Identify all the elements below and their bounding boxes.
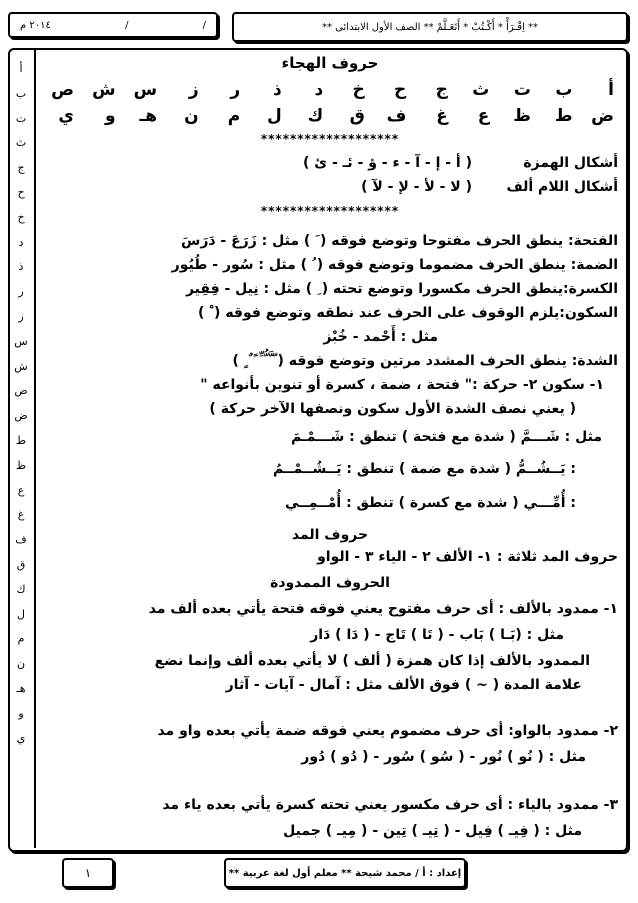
sidebar-letter: ر xyxy=(18,285,24,299)
alphabet-letter: د xyxy=(314,80,324,100)
page-number: ١ xyxy=(62,858,114,888)
date-sep-1: / xyxy=(202,19,206,31)
sidebar-letter: ص xyxy=(14,384,28,398)
divider-stars-1: ******************* xyxy=(260,132,400,146)
alphabet-letter: و xyxy=(104,106,116,126)
sidebar-letter: ي xyxy=(16,731,26,745)
alphabet-letter: أ xyxy=(608,80,614,100)
madd-alif-rule: ١- ممدود بالألف : أى حرف مفتوح يعني فوقه فتحة يأتي بعده ألف مد xyxy=(148,601,618,617)
alphabet-letter: ث xyxy=(472,80,490,100)
alphabet-row-2 xyxy=(54,106,614,128)
rule-shadda-parts: ١- سكون ٢- حركة :" فتحة ، ضمة ، كسرة أو تنوين بأنواعه " xyxy=(200,377,604,393)
worksheet-title: ** اِقْـرَأْ * أَكْـتُبْ * أَتَعَـلَّمْ ** الصف الأول الابتدائى ** xyxy=(232,12,628,42)
sidebar-letter: خ xyxy=(17,210,25,224)
sidebar-letter: د xyxy=(18,235,24,249)
rule-sukun: السكون:يلزم الوقوف على الحرف عند نطقه وتوضع فوقه ( ْ ) xyxy=(197,305,618,321)
madd-ya-rule: ٣- ممدود بالياء : أى حرف مكسور يعني تحته كسرة يأتي بعده ياء مد xyxy=(162,797,618,813)
sidebar-letter: س xyxy=(14,334,28,348)
letters-sidebar xyxy=(8,48,36,848)
alphabet-letter: ر xyxy=(230,80,241,100)
sidebar-letter: ل xyxy=(17,607,25,621)
sidebar-letter: ذ xyxy=(18,260,24,274)
sidebar-letter: ح xyxy=(17,186,25,199)
alphabet-letter: غ xyxy=(436,106,448,126)
sidebar-letter: ق xyxy=(16,558,26,571)
alphabet-letter: س xyxy=(133,80,158,100)
shadda-example-3: : أُمِّـــي ( شدة مع كسرة ) تنطق : أُمْــمِــي xyxy=(285,495,576,511)
sidebar-letter: ت xyxy=(15,111,27,125)
alphabet-letter: ع xyxy=(477,106,490,126)
madd-alif-note: الممدود بالألف إذا كان همزة ( ألف ) لا يأتي بعده ألف وإنما نضع xyxy=(154,653,590,669)
sidebar-letter: أ xyxy=(19,62,23,75)
sidebar-letter: ف xyxy=(15,533,27,547)
sidebar-letter: م xyxy=(17,632,25,646)
rule-shadda-explain: ( يعني نصف الشدة الأول سكون ونصفها الآخر حركة ) xyxy=(209,401,576,417)
alphabet-letter: ب xyxy=(555,80,573,100)
alphabet-letter: ن xyxy=(184,106,199,126)
alphabet-letter: ض xyxy=(591,106,614,126)
alphabet-letter: ص xyxy=(51,80,74,100)
sidebar-letter: هـ xyxy=(16,682,26,695)
alphabet-row-1 xyxy=(51,80,614,102)
alphabet-letter: ج xyxy=(435,80,448,100)
alphabet-letter: ح xyxy=(394,80,407,100)
sidebar-letter: ظ xyxy=(15,458,27,472)
date-sep-2: / xyxy=(125,19,129,31)
alphabet-letter: ل xyxy=(266,106,282,126)
alphabet-letter: ز xyxy=(188,80,199,100)
rule-damma: الضمة: ينطق الحرف مضموما وتوضع فوقه ( ُ ) مثل : سُور - طُيُور xyxy=(171,257,618,273)
date-year: ٢٠١٤ م xyxy=(20,19,51,31)
madd-title: حروف المد xyxy=(291,527,369,543)
alphabet-letter: ي xyxy=(58,106,74,126)
rule-sukun-example: مثل : أَحْمد - خُبْز xyxy=(323,329,438,345)
sidebar-letter: ز xyxy=(18,310,24,323)
madd-alif-example: مثل : (بَـا ) بَاب - ( تَا ) تَاج - ( دَا ) دَار xyxy=(310,627,564,643)
alphabet-title: حروف الهجاء xyxy=(281,54,379,72)
sidebar-letter: ث xyxy=(15,136,27,150)
lam-alif-label: أشكال اللام ألف xyxy=(506,179,618,195)
sidebar-letter: ج xyxy=(17,161,25,175)
sidebar-letter: ض xyxy=(14,409,28,423)
madd-waw-rule: ٢- ممدود بالواو: أى حرف مضموم يعني فوقه ضمة يأتي بعده واو مد xyxy=(157,723,618,739)
alphabet-letter: ظ xyxy=(513,106,531,126)
alphabet-letter: خ xyxy=(352,80,365,100)
alphabet-letter: ق xyxy=(349,106,365,126)
rule-fatha: الفتحة: ينطق الحرف مفتوحا وتوضع فوقه ( َ ) مثل : زَرَعَ - دَرَسَ xyxy=(181,233,618,249)
date-box xyxy=(8,12,218,38)
alphabet-letter: ذ xyxy=(272,80,282,100)
lam-alif-forms: ( لا - لأ - لإ - لآ ) xyxy=(361,179,472,195)
divider-stars-2: ******************* xyxy=(260,204,400,218)
hamza-forms: ( أ - إ - آ - ء - ؤ - ئـ - ئ ) xyxy=(302,155,472,171)
shadda-example-1: مثل : شَـــمَّ ( شدة مع فتحة ) تنطق : شَـــمْـمَ xyxy=(290,429,602,445)
alphabet-letter: هـ xyxy=(139,106,158,126)
madd-waw-example: مثل : ( نُو ) نُور - ( سُو ) سُور - ( دُو ) دُور xyxy=(301,749,586,765)
sidebar-letter: غ xyxy=(17,508,25,522)
rule-shadda: الشدة: ينطق الحرف المشدد مرتين وتوضع فوقه ( ّ َّ ُّ ِّ ً ٌ ٍ ) xyxy=(232,353,618,369)
hamza-label: أشكال الهمزة xyxy=(523,155,618,171)
alphabet-letter: ك xyxy=(307,106,324,126)
sidebar-letter: ب xyxy=(15,86,27,100)
sidebar-letter: و xyxy=(18,706,24,720)
sidebar-letter: ع xyxy=(17,483,25,497)
shadda-example-2: : يَــشُــمُّ ( شدة مع ضمة ) تنطق : يَــشُــمْــمُ xyxy=(272,461,576,477)
sidebar-letter: ن xyxy=(16,657,26,671)
madd-ya-example: مثل : ( فِيـ ) فِيل - ( تِيـ ) تِين - ( مِيـ ) جميل xyxy=(283,823,582,839)
sidebar-letter: ك xyxy=(16,582,26,596)
author-credit: إعداد : أ / محمد شيحة ** معلم أول لغة عربية ** xyxy=(224,858,466,888)
rule-kasra: الكسرة:ينطق الحرف مكسورا وتوضع تحته ( ِ ) مثل : نِيل - فِقِير xyxy=(185,281,618,297)
madd-alif-note-2: علامة المدة ( ~ ) فوق الألف مثل : آمال - آيات - آثار xyxy=(225,677,582,693)
sidebar-letter: ش xyxy=(14,359,28,373)
alphabet-letter: ط xyxy=(554,106,573,126)
alphabet-letter: ش xyxy=(92,80,116,100)
alphabet-letter: ف xyxy=(386,106,407,126)
extended-letters-title: الحروف الممدودة xyxy=(270,575,390,591)
alphabet-letter: م xyxy=(227,106,241,126)
madd-list: حروف المد ثلاثة : ١- الألف ٢ - الياء ٣ - الواو xyxy=(317,549,618,565)
sidebar-letter: ط xyxy=(15,434,27,447)
alphabet-letter: ت xyxy=(513,80,531,100)
